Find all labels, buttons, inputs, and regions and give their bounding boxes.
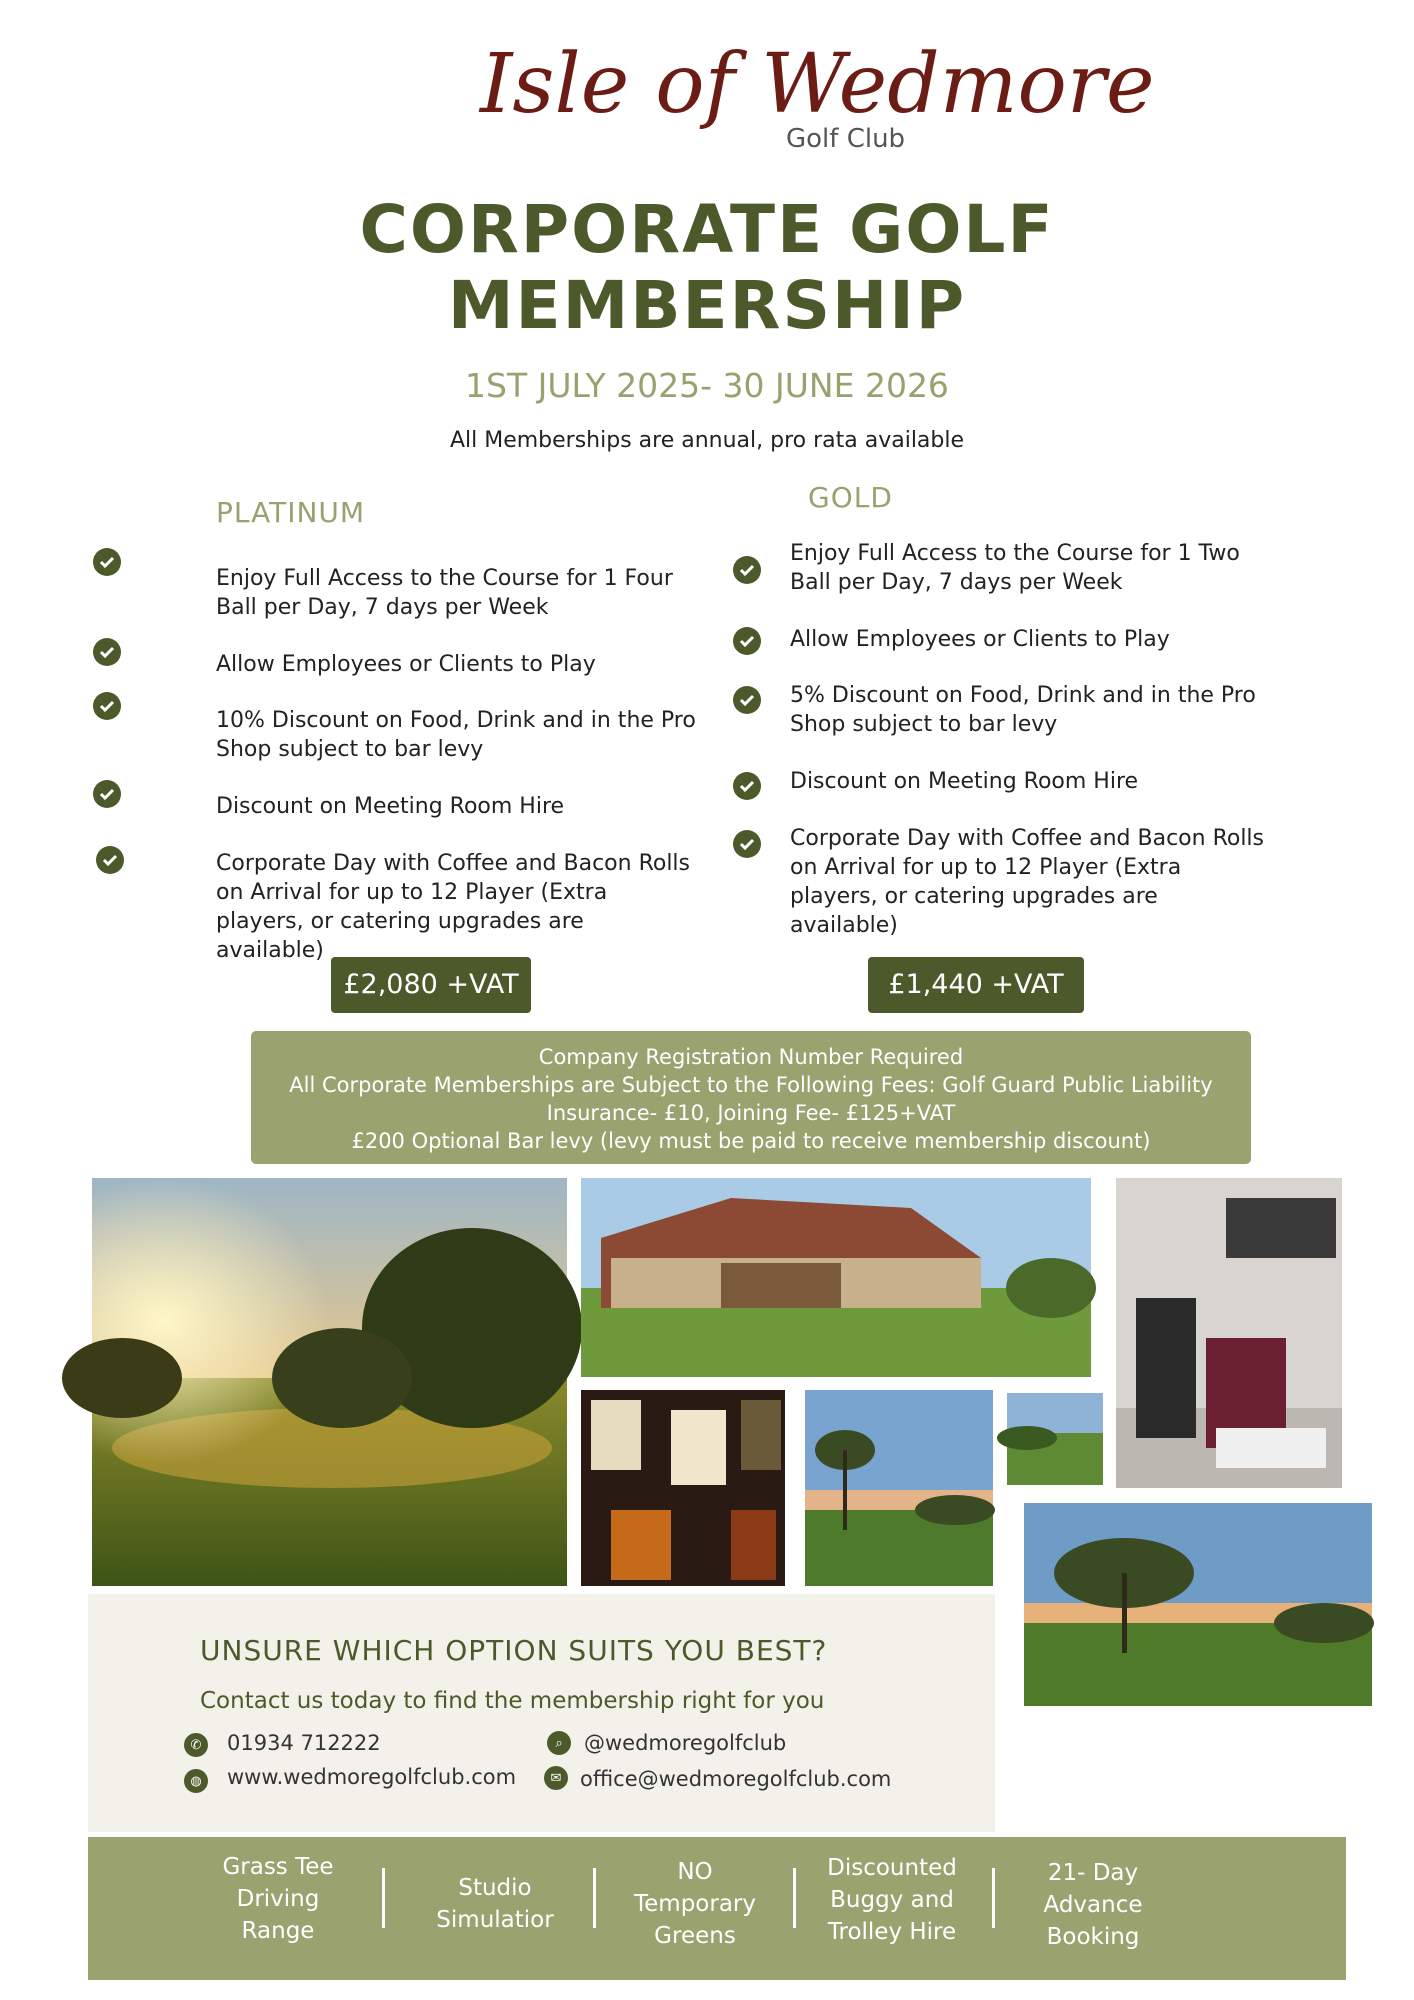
facility-line: Advance (1043, 1892, 1143, 1918)
facility-divider (992, 1868, 995, 1928)
membership-dates: 1ST JULY 2025- 30 JUNE 2026 (465, 366, 949, 405)
platinum-feature-2: Allow Employees or Clients to Play (216, 652, 596, 677)
facility-line: NO (677, 1859, 713, 1885)
gold-feature-5: Corporate Day with Coffee and Bacon Rolls on Arrival for up to 12 Player (Extra players, or catering upgrades are available) (790, 826, 1265, 938)
facility-greens (620, 1856, 770, 1952)
facility-studio (420, 1872, 570, 1936)
photo-beer-taps (581, 1390, 785, 1586)
photo-pro-shop (1116, 1178, 1342, 1488)
facility-divider (382, 1868, 385, 1928)
gold-feature-1: Enjoy Full Access to the Course for 1 Two Ball per Day, 7 days per Week (790, 541, 1240, 595)
facility-line: Buggy and (830, 1887, 954, 1913)
fees-line-3: Insurance- £10, Joining Fee- £125+VAT (546, 1101, 956, 1125)
facility-line: Temporary (634, 1891, 756, 1917)
facility-line: Studio (458, 1875, 532, 1901)
platinum-feature-4: Discount on Meeting Room Hire (216, 794, 565, 819)
contact-heading: UNSURE WHICH OPTION SUITS YOU BEST? (200, 1634, 828, 1667)
facility-line: Trolley Hire (827, 1919, 957, 1945)
page-title-line1: CORPORATE GOLF (359, 191, 1055, 268)
facility-driving-range (200, 1851, 356, 1947)
search-icon: ⌕ (547, 1731, 571, 1755)
gold-feature-4: Discount on Meeting Room Hire (790, 769, 1139, 794)
contact-subheading: Contact us today to find the membership right for you (200, 1688, 825, 1714)
contact-phone[interactable]: 01934 712222 (227, 1731, 381, 1755)
facility-line: Greens (654, 1923, 736, 1949)
check-icon (93, 692, 121, 720)
platinum-feature-3: 10% Discount on Food, Drink and in the Pro Shop subject to bar levy (216, 708, 696, 762)
annual-note: All Memberships are annual, pro rata available (449, 428, 965, 453)
facility-divider (593, 1868, 596, 1928)
check-icon (93, 638, 121, 666)
facility-buggy-hire (812, 1852, 972, 1948)
fees-line-1: Company Registration Number Required (538, 1045, 964, 1069)
facility-line: Discounted (827, 1855, 957, 1881)
facility-advance-booking (1018, 1857, 1168, 1953)
gold-price: £1,440 +VAT (868, 957, 1084, 1013)
facility-divider (793, 1868, 796, 1928)
globe-icon: ◍ (184, 1769, 208, 1793)
platinum-feature-1: Enjoy Full Access to the Course for 1 Four Ball per Day, 7 days per Week (216, 566, 673, 620)
gold-heading: GOLD (808, 481, 893, 514)
photo-tree-sunset (805, 1390, 993, 1586)
check-icon (96, 846, 124, 874)
fees-notice (251, 1031, 1251, 1164)
facility-line: Simulatior (436, 1907, 554, 1933)
check-icon (733, 830, 761, 858)
photo-course-sunset (1024, 1503, 1372, 1706)
mail-icon: ✉ (544, 1766, 568, 1790)
check-icon (733, 556, 761, 584)
facility-line: Grass Tee (222, 1854, 334, 1880)
facility-line: Booking (1046, 1924, 1140, 1950)
photo-clubhouse (581, 1178, 1091, 1377)
contact-website[interactable]: www.wedmoregolfclub.com (227, 1765, 517, 1789)
platinum-feature-5: Corporate Day with Coffee and Bacon Rolls on Arrival for up to 12 Player (Extra players, or catering upgrades are available) (216, 851, 691, 963)
gold-feature-3: 5% Discount on Food, Drink and in the Pro Shop subject to bar levy (790, 683, 1256, 737)
photo-sunset-fairway (92, 1178, 567, 1586)
fees-line-2: All Corporate Memberships are Subject to the Following Fees: Golf Guard Public Liability (289, 1073, 1213, 1097)
check-icon (93, 780, 121, 808)
platinum-heading: PLATINUM (216, 496, 366, 529)
contact-social[interactable]: @wedmoregolfclub (584, 1731, 787, 1755)
check-icon (93, 548, 121, 576)
gold-feature-2: Allow Employees or Clients to Play (790, 627, 1170, 652)
page-title-line2: MEMBERSHIP (447, 267, 967, 344)
fees-line-4: £200 Optional Bar levy (levy must be paid to receive membership discount) (351, 1129, 1151, 1153)
facility-line: Driving (236, 1886, 320, 1912)
photo-green-view (1007, 1393, 1103, 1485)
check-icon (733, 627, 761, 655)
logo-title: Isle of Wedmore (480, 37, 1155, 132)
check-icon (733, 772, 761, 800)
phone-icon: ✆ (184, 1733, 208, 1757)
facility-line: Range (241, 1918, 315, 1944)
logo-subtitle: Golf Club (786, 124, 906, 154)
check-icon (733, 686, 761, 714)
facility-line: 21- Day (1047, 1860, 1139, 1886)
contact-email[interactable]: office@wedmoregolfclub.com (580, 1767, 892, 1791)
platinum-price: £2,080 +VAT (331, 957, 531, 1013)
